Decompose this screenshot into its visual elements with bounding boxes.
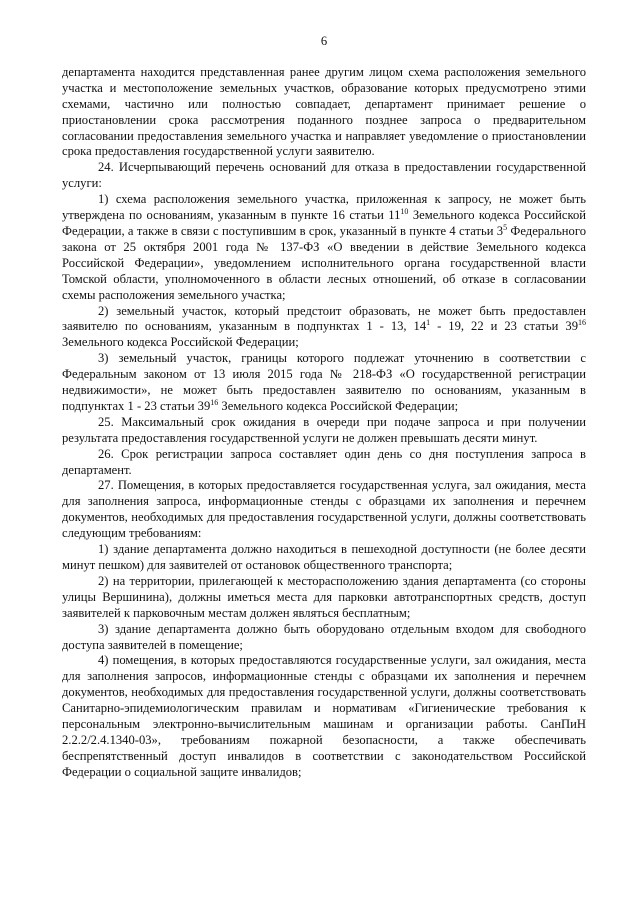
paragraph-26: 26. Срок регистрации запроса составляет один день со дня поступления запроса в департамент.: [62, 446, 586, 477]
list-item-24-3: [62, 351, 586, 415]
superscript: 10: [400, 206, 409, 216]
text-run: Земельного кодекса Российской Федерации, а также в связи с поступившим в срок, указанный в пункте 4 статьи 3: [62, 208, 586, 238]
paragraph-27: 27. Помещения, в которых предоставляется государственная услуга, зал ожидания, места для заполнения запроса, информационные стенды с образцами их заполнения и перечнем документов, необходимых для предоставления государственной услуги, должны соответствовать следующим требованиям:: [62, 478, 586, 541]
text-run: 3) земельный участок, границы которого подлежат уточнению в соответствии с Федеральным законом от 13 июля 2015 года № 218-ФЗ «О государственной регистрации недвижимости», не может быть предоставлен заявителю по основаниям, указанным в подпунктах 1 - 23 статьи 39: [62, 351, 586, 413]
paragraph-24: 24. Исчерпывающий перечень оснований для отказа в предоставлении государственной услуги:: [62, 160, 586, 191]
superscript: 5: [503, 222, 508, 232]
paragraph-continuation: департамента находится представленная ранее другим лицом схема расположения земельного участка и местоположение земельных участков, образование которых предусмотрено этими схемами, частично или полностью совпадает, департамент принимает решение о приостановлении срока рассмотрения поданного позднее запроса о предварительном согласовании предоставления земельного участка и направляет уведомление о приостановлении срока предоставления государственной услуги заявителю.: [62, 64, 586, 159]
text-run: Федерального закона от 25 октября 2001 года № 137-ФЗ «О введении в действие Земельного кодекса Российской Федерации», уведомлением исполнительного органа государственной власти Томской области, уполномоченного в области лесных отношений, об отказе в согласовании схемы расположения земельного участка;: [62, 223, 586, 302]
text-run: Земельного кодекса Российской Федерации;: [62, 335, 299, 350]
paragraph-25: 25. Максимальный срок ожидания в очереди при подаче запроса и при получении результата предоставления государственной услуги не должен превышать десяти минут.: [62, 414, 586, 445]
list-item-27-1: 1) здание департамента должно находиться в пешеходной доступности (не более десяти минут пешком) для заявителей от остановок общественного транспорта;: [62, 542, 586, 572]
list-item-24-1: [62, 192, 586, 303]
list-item-27-2: 2) на территории, прилегающей к месторасположению здания департамента (со стороны улицы Вершинина), должны иметься места для парковки автотранспортных средств, доступ заявителей к парковочным местам должен являться бесплатным;: [62, 573, 586, 620]
superscript: 16: [578, 318, 586, 328]
text-run: 2) земельный участок, который предстоит образовать, не может быть предоставлен заявителю по основаниям, указанным в подпунктах 1 - 13, 14: [62, 303, 586, 334]
list-item-24-2: [62, 304, 586, 352]
list-item-27-3: 3) здание департамента должно быть оборудовано отдельным входом для свободного доступа заявителей в помещение;: [62, 621, 586, 652]
document-page: [62, 34, 586, 781]
page-number: 6: [320, 34, 328, 48]
list-item-27-4: 4) помещения, в которых предоставляются государственные услуги, зал ожидания, места для заполнения запросов, информационные стенды с образцами их заполнения и перечнем документов, необходимых для предоставления государственной услуги, должны соответствовать Санитарно-эпидемиологическим правилам и нормативам «Гигиенические требования к персональным электронно-вычислительным машинам и организации работы. СанПиН 2.2.2/2.4.1340-03», требованиям пожарной безопасности, а также обеспечивать беспрепятственный доступ инвалидов в соответствии с законодательством Российской Федерации о социальной защите инвалидов;: [62, 653, 586, 779]
superscript: 1: [426, 318, 431, 328]
text-run: 1) схема расположения земельного участка, приложенная к запросу, не может быть утверждена по основаниям, указанным в пункте 16 статьи 11: [62, 192, 586, 223]
superscript: 16: [210, 397, 219, 407]
text-run: - 19, 22 и 23 статьи 39: [430, 319, 578, 334]
text-run: Земельного кодекса Российской Федерации;: [218, 398, 459, 413]
